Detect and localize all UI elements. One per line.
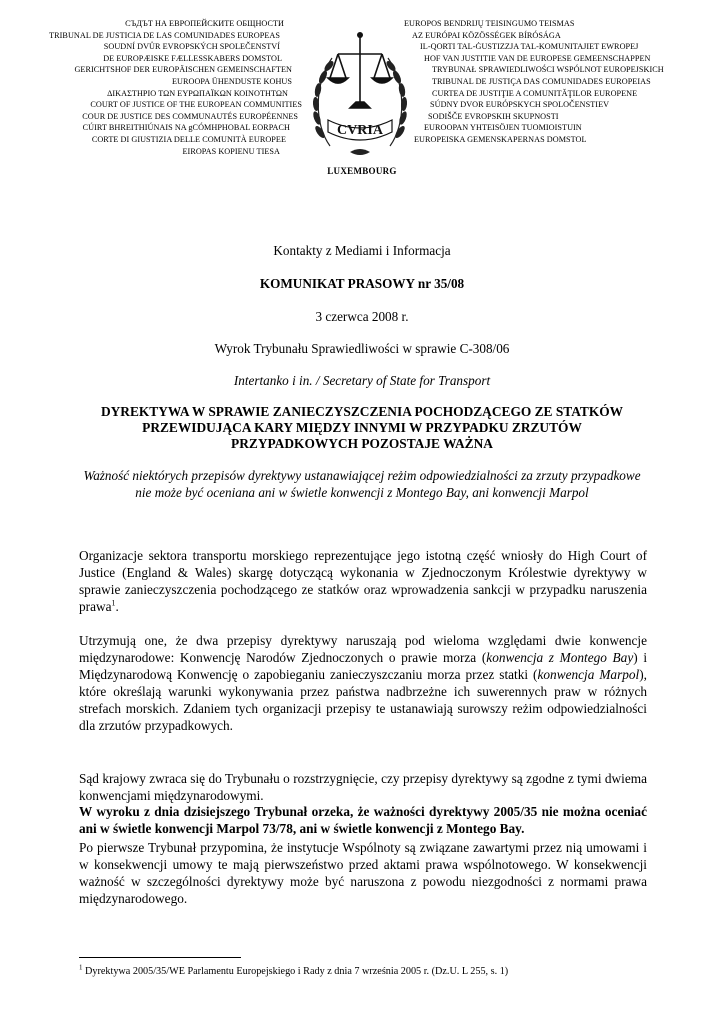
paragraph-3: Sąd krajowy zwraca się do Trybunału o rozstrzygnięcie, czy przepisy dyrektywy są zgodne z tymi dwiema konwencjami międzynarodowymi. — [79, 771, 647, 803]
marpol-term: konwencja Marpol — [537, 667, 640, 682]
court-name-right-8: SÚDNY DVOR EURÓPSKYCH SPOLOČENSTIEV — [430, 100, 610, 110]
paragraph-1-text: Organizacje sektora transportu morskiego reprezentujące jego istotną część wniosły do High Court of Justice (England & Wales) skargę dotyczącą wykonania w Zjednoczonym Królestwie dyrektywy w sprawie zanieczyszczenia pochodzącego ze statków oraz wprowadzenia sankcji w przypadku naruszenia prawa — [79, 548, 647, 614]
paragraph-2-part: Utrzymują one, że dwa przepisy dyrektywy naruszają pod wieloma względami dwie konwencje międzynarodowe: Konwencję Narodów Zjednoczonych o prawie morza ( — [79, 633, 647, 665]
court-name-left-1: СЪДЪТ НА ЕВРОПЕЙСКИТЕ ОБЩНОСТИ — [125, 19, 284, 28]
contact-line: Kontakty z Mediami i Informacja — [273, 243, 451, 258]
subheadline: Ważność niektórych przepisów dyrektywy ustanawiającej reżim odpowiedzialności za zrzuty przypadkowe nie może być oceniana ani w świetle konwencji z Montego Bay, ani konwencji Marpol — [83, 468, 641, 500]
court-name-left-2: TRIBUNAL DE JUSTICIA DE LAS COMUNIDADES EUROPEAS — [49, 30, 280, 40]
court-name-right-3: IL-QORTI TAL-ĠUSTIZZJA TAL-KOMUNITAJIET EWROPEJ — [420, 42, 639, 52]
paragraph-2-part: ) i Międzynarodową Konwencję o zapobieganiu zanieczyszczaniu morza przez statki ( — [79, 650, 648, 682]
paragraph-2-part: ), które określają warunki wykonywania przez państwa nadbrzeżne ich suwerennych praw w różnych strefach morskich. Zdaniem tych organizacji przepisy te ustanawiają surowszy reżim odpowiedzialności dla zrzutów przypadkowych. — [79, 667, 647, 733]
case-parties: Intertanko i in. / Secretary of State for Transport — [233, 373, 491, 388]
paragraph-2 — [79, 632, 647, 734]
court-name-left-4: DE EUROPÆISKE FÆLLESSKABERS DOMSTOL — [103, 53, 282, 63]
court-name-left-11: CORTE DI GIUSTIZIA DELLE COMUNITÀ EUROPEE — [91, 134, 286, 144]
court-name-left-9: COUR DE JUSTICE DES COMMUNAUTÉS EUROPÉENNES — [82, 111, 298, 121]
court-name-left-5: GERICHTSHOF DER EUROPÄISCHEN GEMEINSCHAFTEN — [74, 65, 292, 75]
court-name-right-2: AZ EURÓPAI KÖZÖSSÉGEK BÍRÓSÁGA — [412, 30, 561, 40]
cvria-emblem-icon — [308, 28, 412, 160]
court-name-left-10: CÚIRT BHREITHIÚNAIS NA gCÓMHPHOBAL EORPACH — [82, 123, 290, 133]
footnote — [79, 963, 509, 977]
emblem-text: CVRIA — [337, 123, 383, 138]
court-name-left-12: EIROPAS KOPIENU TIESA — [182, 146, 280, 156]
headline: DYREKTYWA W SPRAWIE ZANIECZYSZCZENIA POCHODZĄCEGO ZE STATKÓW PRZEWIDUJĄCA KARY MIĘDZY INNYMI W PRZYPADKU ZRZUTÓW PRZYPADKOWYCH POZOSTAJE WAŻNA — [100, 404, 624, 451]
montego-bay-term: konwencja z Montego Bay — [486, 650, 634, 665]
footnote-number: 1 — [79, 963, 83, 972]
paragraph-4-ruling: W wyroku z dnia dzisiejszego Trybunał orzeka, że ważności dyrektywy 2005/35 nie można oceniać ani w świetle konwencji Marpol 73/78, ani w świetle konwencji z Montego Bay. — [79, 804, 647, 836]
court-name-right-6: TRIBUNAL DE JUSTIÇA DAS COMUNIDADES EUROPEIAS — [432, 76, 651, 86]
court-name-left-8: COURT OF JUSTICE OF THE EUROPEAN COMMUNITIES — [90, 100, 302, 110]
paragraph-1-end: . — [115, 599, 119, 614]
judgment-reference: Wyrok Trybunału Sprawiedliwości w sprawie C-308/06 — [214, 341, 510, 356]
court-name-left-6: EUROOPA ÜHENDUSTE KOHUS — [171, 76, 292, 86]
court-name-left-7: ΔΙΚΑΣΤΗΡΙΟ ΤΩΝ ΕΥΡΩΠΑΪΚΩΝ ΚΟΙΝΟΤΗΤΩΝ — [107, 88, 288, 98]
court-name-right-7: CURTEA DE JUSTIŢIE A COMUNITĂŢILOR EUROPENE — [432, 88, 638, 98]
court-name-right-5: TRYBUNAŁ SPRAWIEDLIWOŚCI WSPÓLNOT EUROPEJSKICH — [432, 65, 664, 75]
footnote-divider — [79, 957, 241, 958]
court-name-right-10: EUROOPAN YHTEISÖJEN TUOMIOISTUIN — [424, 123, 582, 133]
court-name-right-1: EUROPOS BENDRIJŲ TEISINGUMO TEISMAS — [404, 19, 575, 28]
court-name-right-4: HOF VAN JUSTITIE VAN DE EUROPESE GEMEENSCHAPPEN — [424, 53, 651, 63]
press-release-title: KOMUNIKAT PRASOWY nr 35/08 — [259, 276, 465, 291]
paragraph-1 — [79, 547, 647, 615]
release-date: 3 czerwca 2008 r. — [315, 309, 409, 324]
emblem-city: LUXEMBOURG — [327, 166, 397, 176]
court-name-left-3: SOUDNÍ DVŮR EVROPSKÝCH SPOLEČENSTVÍ — [103, 42, 280, 52]
footnote-text: Dyrektywa 2005/35/WE Parlamentu Europejskiego i Rady z dnia 7 września 2005 r. (Dz.U. L 255, s. 1) — [82, 966, 509, 977]
court-name-right-9: SODIŠČE EVROPSKIH SKUPNOSTI — [428, 111, 559, 121]
court-name-right-11: EUROPEISKA GEMENSKAPERNAS DOMSTOL — [414, 134, 587, 144]
paragraph-5: Po pierwsze Trybunał przypomina, że instytucje Wspólnoty są związane zawartymi przez nią umowami i w konsekwencji umowy te mają pierwszeństwo przed aktami prawa wspólnotowego. W konsekwencji ważność w szczególności dyrektywy może być naruszona z powodu niezgodności z normami prawa międzynarodowego. — [79, 840, 647, 906]
footnote-ref-link[interactable]: 1 — [111, 598, 116, 608]
court-names-right — [404, 18, 664, 146]
court-names-left — [49, 18, 302, 157]
